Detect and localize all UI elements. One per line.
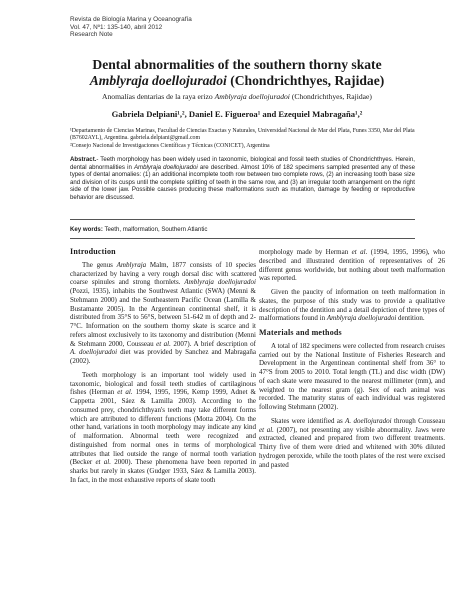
affiliation-1: ¹Departamento de Ciencias Marinas, Facultad de Ciencias Exactas y Naturales, Universidad Nacional de Mar del Plata, Funes 3350, Mar del Plata (B7602AYL), Argentina. gabriela.delpiani@gmail.com <box>70 128 415 142</box>
italic-term: et al. <box>156 339 171 348</box>
journal-header <box>70 16 192 39</box>
spanish-title <box>0 92 474 101</box>
methods-paragraph-1: A total of 182 specimens were collected from research cruises carried out by the National Institute of Fisheries Research and Development in the Argentinean continental shelf from 36° to 47°S from 2005 to 2010. Total length (TL) and disc width (DW) of each skate were measured to the nearest millimeter (mm), and weighted to the nearest gram (g). Sex of each animal was recorded. The maturity status of each individual was registered following Stehmann (2002). <box>259 341 445 411</box>
abstract-text-2: are described. Almost 10% of 182 specimens sampled presented any of these types of dental anomalies: (1) an additional incomplete tooth row between two complete rows, (2) an increasing tooth base size and division of its cusps until the complete splitting of teeth in the same row, and (3) an irregular tooth arrangement on the right side of the lower jaw. Possible causes producing these malformations such as mutation, damage by feeding or reproductive behavior are discussed. <box>70 163 415 201</box>
keywords <box>70 226 415 233</box>
authors: Gabriela Delpiani¹,², Daniel E. Figueroa¹ and Ezequiel Mabragaña¹,² <box>111 109 363 119</box>
article-type: Research Note <box>70 31 113 39</box>
methods-heading: Materials and methods <box>259 328 342 337</box>
spanish-title-species: Amblyraja doellojuradoi <box>214 92 290 101</box>
italic-term: Amblyraja doellojuradoi <box>326 314 397 323</box>
keywords-text: Teeth, malformation, Southern Atlantic <box>102 226 208 233</box>
italic-term: Amblyraja <box>116 260 147 269</box>
intro-heading: Introduction <box>70 247 116 256</box>
italic-term: et al. <box>351 248 368 256</box>
italic-term: et al. <box>117 388 133 397</box>
spanish-title-suffix: (Chondrichthyes, Rajidae) <box>289 92 372 101</box>
abstract <box>70 156 415 201</box>
methods-paragraph-2: Skates were identified as A. doellojuradoi through Cousseau et al. (2007), not presenting any visible abnormality. Jaws were extracted, cleaned and prepared from two different treatments. Thirty five of them were dried and whitened with 30% diluted hydrogen peroxide, while the tooth plates of the rest were excised and pasted <box>259 416 446 469</box>
affiliations <box>70 128 415 150</box>
abstract-text-1: - Teeth morphology has been widely used in taxonomic, biological and fossil teeth studies of Chondrichthyes. Herein, dental abnormalities in <box>70 156 415 171</box>
italic-term: A. doellojuradoi <box>345 416 392 425</box>
keywords-label: Key words: <box>70 226 103 233</box>
journal-name: Revista de Biología Marina y Oceanografía <box>70 16 192 23</box>
italic-term: A. doellojuradoi <box>70 348 118 357</box>
intro-paragraph-1: The genus Amblyraja Malm, 1877 consists of 10 species characterized by having a very rough dorsal disc with scattered coarse spinules and strong thornlets. Amblyraja doellojuradoi (Pozzi, 1935), inhabits the Southwest Atlantic (SWA) (Menni & Stehmann 2000) and the Southeastern Pacific Ocean (Lamilla & Bustamante 2005). In the Argentinean continental shelf, it is distributed from 35°S to 56°S, between 51-642 m of depth and 2-7°C. Information on the southern thorny skate is scarce and it refers almost exclusively to its taxonomy and distribution (Menni & Stehmann 2000, Cousseau et al. 2007). A brief description of A. doellojuradoi diet was provided by Sanchez and Mabragaña (2002). <box>70 260 257 365</box>
italic-term: Amblyraja doellojuradoi <box>184 278 256 287</box>
title-taxon: (Chondrichthyes, Rajidae) <box>226 73 385 88</box>
title-species: Amblyraja doellojuradoi <box>89 73 227 88</box>
divider-bottom <box>70 238 415 239</box>
abstract-label: Abstract. <box>70 156 97 163</box>
intro-paragraph-4: Given the paucity of information on teeth malformation in skates, the purpose of this study was to provide a qualitative description of the dentition and a detail depiction of three types of malformations found in Amblyraja doellojuradoi dentition. <box>259 288 445 323</box>
affiliation-2: ²Consejo Nacional de Investigaciones Científicas y Técnicas (CONICET), Argentina <box>70 142 270 149</box>
italic-term: et al. <box>95 458 111 467</box>
spanish-title-prefix: Anomalías dentarias de la raya erizo <box>102 92 215 101</box>
italic-term: et al. <box>259 425 274 434</box>
intro-paragraph-3: morphology made by Herman et al. (1994, 1995, 1996), who described and illustrated dentition of representatives of 26 different genus worldwide, but nothing about teeth malformation was reported. <box>259 248 446 283</box>
abstract-species: Amblyraja doellojuradoi <box>133 163 198 171</box>
left-column <box>70 248 256 490</box>
intro-paragraph-2: Teeth morphology is an important tool widely used in taxonomic, biological and fossil teeth studies of cartilaginous fishes (Herman et al. 1994, 1995, 1996, Kemp 1999, Adnet & Cappetta 2001, Sáez & Lamilla 2003). According to the consumed prey, chondrichthyan's teeth may take different forms which are attributed to different functions (Motta 2004). On the other hand, variations in tooth morphology may indicate any kind of malformation. Abnormal teeth were recognized and distinguished from normal ones in terms of morphological attributes that lied outside the range of normal tooth variation (Becker et al. 2000). These phenomena have been reported in sharks but rarely in skates (Gudger 1933, Sáez & Lamilla 2003). In fact, in the most exhaustive reports of skate tooth <box>70 370 257 484</box>
title-line-1: Dental abnormalities of the southern thorny skate <box>92 57 382 72</box>
title-line-2 <box>0 73 474 89</box>
journal-volume: Vol. 47, Nº1: 135-140, abril 2012 <box>70 23 163 31</box>
divider-top <box>70 219 415 220</box>
right-column <box>259 248 445 474</box>
